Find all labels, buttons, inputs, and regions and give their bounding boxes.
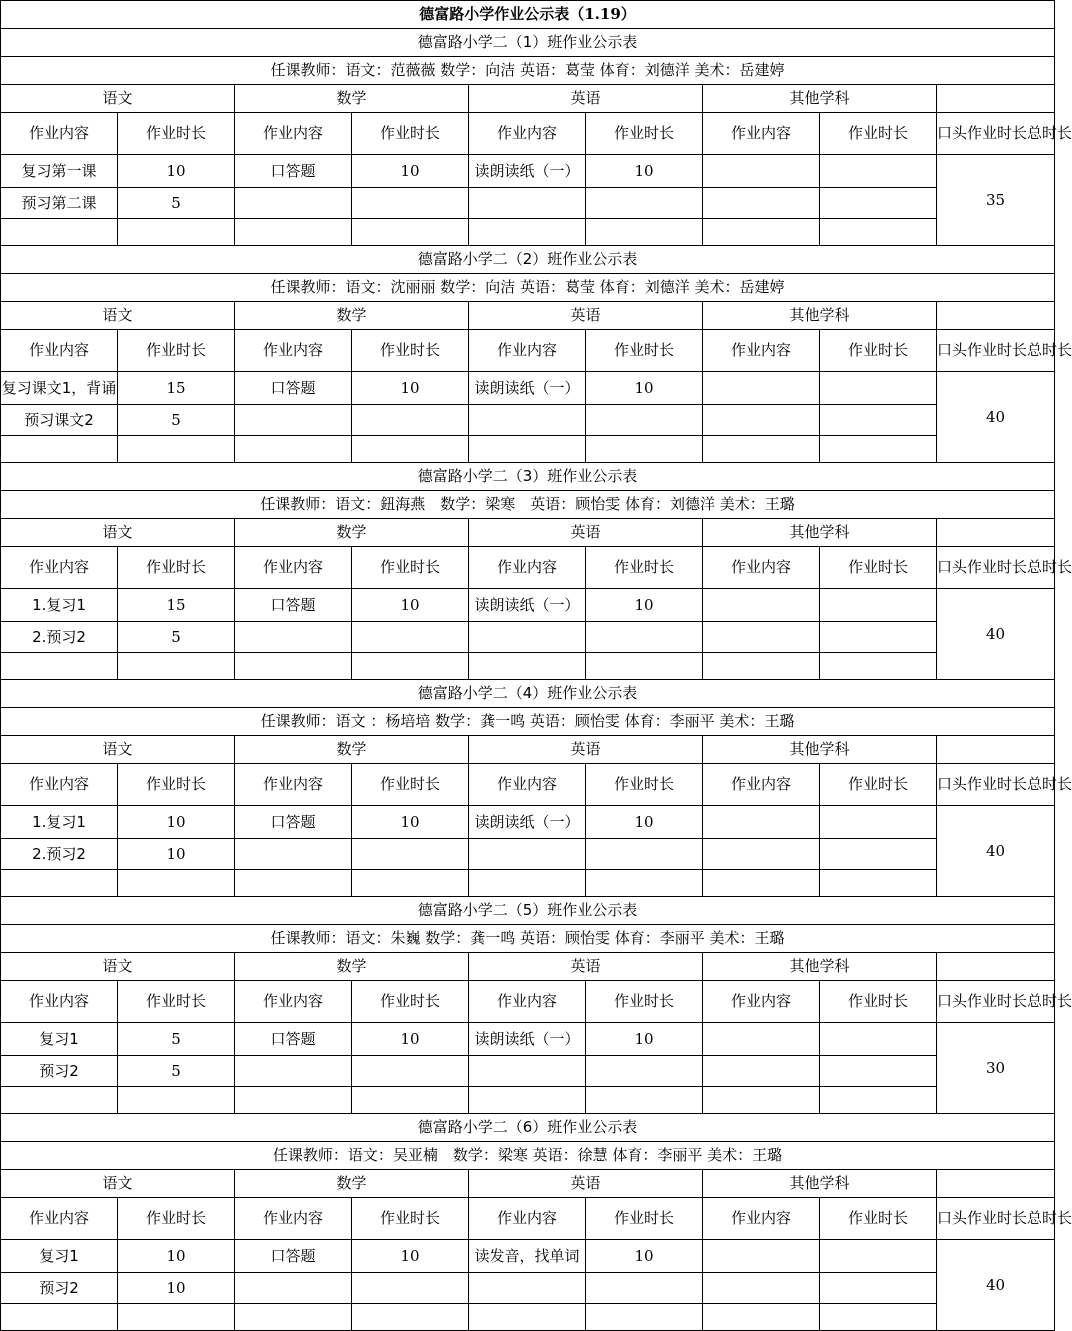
subject-other: 其他学科 <box>703 1170 937 1198</box>
subject-other: 其他学科 <box>703 85 937 113</box>
other-content-cell <box>703 589 820 622</box>
other-content-cell <box>703 1240 820 1273</box>
english-duration-cell <box>586 436 703 463</box>
col-duration-header: 作业时长 <box>586 113 703 155</box>
oral-total-cell: 40 <box>937 589 1055 680</box>
col-duration-header: 作业时长 <box>118 547 235 589</box>
class-title: 德富路小学二（4）班作业公示表 <box>1 680 1055 708</box>
other-duration-cell <box>820 1273 937 1304</box>
col-duration-header: 作业时长 <box>820 764 937 806</box>
english-duration-cell: 10 <box>586 1240 703 1273</box>
class-title: 德富路小学二（3）班作业公示表 <box>1 463 1055 491</box>
class-title: 德富路小学二（6）班作业公示表 <box>1 1114 1055 1142</box>
col-content-header: 作业内容 <box>1 330 118 372</box>
other-duration-cell <box>820 1023 937 1056</box>
math-duration-cell <box>352 405 469 436</box>
col-content-header: 作业内容 <box>1 764 118 806</box>
other-duration-cell <box>820 622 937 653</box>
col-duration-header: 作业时长 <box>352 981 469 1023</box>
col-duration-header: 作业时长 <box>352 1198 469 1240</box>
chinese-content-cell <box>1 219 118 246</box>
class-title-row <box>1 897 1055 925</box>
other-duration-cell <box>820 188 937 219</box>
class-title-row <box>1 246 1055 274</box>
math-content-cell <box>235 622 352 653</box>
column-header-row <box>1 1198 1055 1240</box>
col-oral-total-header: 口头作业时长总时长 <box>937 113 1055 155</box>
math-content-cell <box>235 653 352 680</box>
math-content-cell: 口答题 <box>235 155 352 188</box>
math-content-cell <box>235 870 352 897</box>
column-header-row <box>1 113 1055 155</box>
other-duration-cell <box>820 155 937 188</box>
other-duration-cell <box>820 436 937 463</box>
english-content-cell: 读发音，找单词 <box>469 1240 586 1273</box>
teachers-row <box>1 57 1055 85</box>
subject-other: 其他学科 <box>703 302 937 330</box>
math-content-cell <box>235 1304 352 1331</box>
math-duration-cell: 10 <box>352 155 469 188</box>
chinese-content-cell: 复习1 <box>1 1240 118 1273</box>
other-content-cell <box>703 372 820 405</box>
subject-math: 数学 <box>235 953 469 981</box>
oral-total-cell: 30 <box>937 1023 1055 1114</box>
math-content-cell: 口答题 <box>235 1023 352 1056</box>
english-content-cell: 读朗读纸（一） <box>469 806 586 839</box>
english-content-cell <box>469 1304 586 1331</box>
other-content-cell <box>703 1023 820 1056</box>
col-content-header: 作业内容 <box>703 113 820 155</box>
english-content-cell: 读朗读纸（一） <box>469 372 586 405</box>
english-content-cell: 读朗读纸（一） <box>469 155 586 188</box>
other-duration-cell <box>820 1056 937 1087</box>
table-row <box>1 1087 1055 1114</box>
teachers-row <box>1 1142 1055 1170</box>
teachers-line: 任课教师：语文：范薇薇 数学：向洁 英语：葛莹 体育：刘德洋 美术：岳建婷 <box>1 57 1055 85</box>
math-content-cell <box>235 839 352 870</box>
chinese-duration-cell: 5 <box>118 1056 235 1087</box>
subject-math: 数学 <box>235 519 469 547</box>
col-duration-header: 作业时长 <box>118 764 235 806</box>
col-duration-header: 作业时长 <box>352 330 469 372</box>
chinese-duration-cell: 10 <box>118 1273 235 1304</box>
column-header-row <box>1 981 1055 1023</box>
chinese-duration-cell: 5 <box>118 405 235 436</box>
col-duration-header: 作业时长 <box>352 113 469 155</box>
col-content-header: 作业内容 <box>235 113 352 155</box>
math-duration-cell <box>352 622 469 653</box>
subject-chinese: 语文 <box>1 302 235 330</box>
column-header-row <box>1 330 1055 372</box>
math-duration-cell <box>352 870 469 897</box>
subject-chinese: 语文 <box>1 953 235 981</box>
subject-chinese: 语文 <box>1 736 235 764</box>
subject-blank-cell <box>937 519 1055 547</box>
chinese-content-cell <box>1 653 118 680</box>
chinese-duration-cell: 15 <box>118 589 235 622</box>
other-duration-cell <box>820 870 937 897</box>
other-duration-cell <box>820 653 937 680</box>
english-duration-cell <box>586 1087 703 1114</box>
chinese-duration-cell: 5 <box>118 188 235 219</box>
table-row <box>1 436 1055 463</box>
chinese-content-cell: 2.预习2 <box>1 622 118 653</box>
subject-blank-cell <box>937 302 1055 330</box>
col-duration-header: 作业时长 <box>586 330 703 372</box>
col-content-header: 作业内容 <box>703 981 820 1023</box>
chinese-duration-cell: 10 <box>118 155 235 188</box>
col-content-header: 作业内容 <box>235 764 352 806</box>
english-content-cell <box>469 622 586 653</box>
teachers-line: 任课教师：语文：吴亚楠 数学：梁寒 英语：徐慧 体育：李丽平 美术：王璐 <box>1 1142 1055 1170</box>
col-content-header: 作业内容 <box>1 547 118 589</box>
col-duration-header: 作业时长 <box>586 547 703 589</box>
teachers-line: 任课教师：语文：沈丽丽 数学：向洁 英语：葛莹 体育：刘德洋 美术：岳建婷 <box>1 274 1055 302</box>
other-duration-cell <box>820 1304 937 1331</box>
chinese-content-cell <box>1 1087 118 1114</box>
teachers-line: 任课教师：语文：鈕海燕 数学：梁寒 英语：顾怡雯 体育：刘德洋 美术：王璐 <box>1 491 1055 519</box>
col-content-header: 作业内容 <box>235 547 352 589</box>
english-content-cell <box>469 653 586 680</box>
subject-english: 英语 <box>469 953 703 981</box>
col-duration-header: 作业时长 <box>118 330 235 372</box>
english-duration-cell <box>586 839 703 870</box>
teachers-line: 任课教师：语文 ：杨培培 数学：龚一鸣 英语：顾怡雯 体育：李丽平 美术：王璐 <box>1 708 1055 736</box>
subject-blank-cell <box>937 1170 1055 1198</box>
table-row <box>1 839 1055 870</box>
other-content-cell <box>703 1087 820 1114</box>
subject-english: 英语 <box>469 1170 703 1198</box>
class-title: 德富路小学二（1）班作业公示表 <box>1 29 1055 57</box>
subject-math: 数学 <box>235 302 469 330</box>
english-duration-cell <box>586 188 703 219</box>
english-duration-cell: 10 <box>586 806 703 839</box>
col-content-header: 作业内容 <box>469 764 586 806</box>
subject-header-row <box>1 302 1055 330</box>
col-content-header: 作业内容 <box>1 113 118 155</box>
table-row <box>1 806 1055 839</box>
chinese-content-cell: 2.预习2 <box>1 839 118 870</box>
chinese-content-cell: 预习第二课 <box>1 188 118 219</box>
chinese-duration-cell: 15 <box>118 372 235 405</box>
math-duration-cell: 10 <box>352 1023 469 1056</box>
math-duration-cell <box>352 436 469 463</box>
math-duration-cell <box>352 1273 469 1304</box>
chinese-content-cell: 复习1 <box>1 1023 118 1056</box>
other-duration-cell <box>820 839 937 870</box>
english-content-cell <box>469 219 586 246</box>
col-content-header: 作业内容 <box>469 547 586 589</box>
chinese-duration-cell: 10 <box>118 839 235 870</box>
english-content-cell <box>469 839 586 870</box>
teachers-row <box>1 708 1055 736</box>
other-content-cell <box>703 870 820 897</box>
math-content-cell: 口答题 <box>235 806 352 839</box>
math-duration-cell: 10 <box>352 372 469 405</box>
table-row <box>1 188 1055 219</box>
subject-other: 其他学科 <box>703 519 937 547</box>
other-content-cell <box>703 1273 820 1304</box>
chinese-duration-cell: 10 <box>118 806 235 839</box>
other-duration-cell <box>820 589 937 622</box>
subject-chinese: 语文 <box>1 1170 235 1198</box>
math-duration-cell <box>352 219 469 246</box>
english-content-cell <box>469 188 586 219</box>
math-duration-cell <box>352 1087 469 1114</box>
teachers-line: 任课教师：语文：朱巍 数学：龚一鸣 英语：顾怡雯 体育：李丽平 美术：王璐 <box>1 925 1055 953</box>
col-duration-header: 作业时长 <box>352 547 469 589</box>
chinese-content-cell: 预习2 <box>1 1273 118 1304</box>
math-content-cell <box>235 1273 352 1304</box>
table-row <box>1 1304 1055 1331</box>
subject-blank-cell <box>937 85 1055 113</box>
subject-header-row <box>1 519 1055 547</box>
math-duration-cell: 10 <box>352 1240 469 1273</box>
chinese-content-cell: 1.复习1 <box>1 806 118 839</box>
col-oral-total-header: 口头作业时长总时长 <box>937 1198 1055 1240</box>
english-content-cell: 读朗读纸（一） <box>469 589 586 622</box>
oral-total-cell: 35 <box>937 155 1055 246</box>
col-duration-header: 作业时长 <box>118 981 235 1023</box>
other-duration-cell <box>820 219 937 246</box>
table-row <box>1 622 1055 653</box>
chinese-content-cell: 复习课文1，背诵 <box>1 372 118 405</box>
subject-math: 数学 <box>235 736 469 764</box>
chinese-duration-cell <box>118 653 235 680</box>
chinese-content-cell <box>1 1304 118 1331</box>
teachers-row <box>1 925 1055 953</box>
english-duration-cell <box>586 1273 703 1304</box>
chinese-content-cell: 预习2 <box>1 1056 118 1087</box>
math-duration-cell <box>352 653 469 680</box>
other-content-cell <box>703 806 820 839</box>
subject-header-row <box>1 736 1055 764</box>
subject-math: 数学 <box>235 85 469 113</box>
subject-blank-cell <box>937 736 1055 764</box>
oral-total-cell: 40 <box>937 806 1055 897</box>
math-duration-cell <box>352 1056 469 1087</box>
math-content-cell <box>235 405 352 436</box>
english-duration-cell: 10 <box>586 155 703 188</box>
col-duration-header: 作业时长 <box>820 1198 937 1240</box>
col-oral-total-header: 口头作业时长总时长 <box>937 330 1055 372</box>
col-duration-header: 作业时长 <box>118 113 235 155</box>
english-duration-cell <box>586 622 703 653</box>
teachers-row <box>1 491 1055 519</box>
subject-english: 英语 <box>469 85 703 113</box>
col-content-header: 作业内容 <box>703 330 820 372</box>
english-content-cell <box>469 1056 586 1087</box>
english-duration-cell: 10 <box>586 589 703 622</box>
other-duration-cell <box>820 1240 937 1273</box>
english-duration-cell <box>586 653 703 680</box>
math-content-cell: 口答题 <box>235 372 352 405</box>
col-duration-header: 作业时长 <box>586 764 703 806</box>
chinese-duration-cell: 5 <box>118 1023 235 1056</box>
subject-english: 英语 <box>469 736 703 764</box>
other-content-cell <box>703 219 820 246</box>
oral-total-cell: 40 <box>937 1240 1055 1331</box>
table-row <box>1 1023 1055 1056</box>
subject-other: 其他学科 <box>703 953 937 981</box>
teachers-row <box>1 274 1055 302</box>
english-duration-cell <box>586 405 703 436</box>
table-row <box>1 405 1055 436</box>
math-duration-cell <box>352 1304 469 1331</box>
col-duration-header: 作业时长 <box>352 764 469 806</box>
chinese-duration-cell <box>118 436 235 463</box>
math-duration-cell <box>352 839 469 870</box>
other-content-cell <box>703 839 820 870</box>
other-duration-cell <box>820 806 937 839</box>
english-duration-cell <box>586 1304 703 1331</box>
other-content-cell <box>703 405 820 436</box>
math-content-cell: 口答题 <box>235 589 352 622</box>
chinese-content-cell <box>1 436 118 463</box>
subject-english: 英语 <box>469 519 703 547</box>
class-title: 德富路小学二（2）班作业公示表 <box>1 246 1055 274</box>
chinese-content-cell: 预习课文2 <box>1 405 118 436</box>
other-content-cell <box>703 1304 820 1331</box>
english-content-cell <box>469 436 586 463</box>
other-content-cell <box>703 653 820 680</box>
subject-header-row <box>1 1170 1055 1198</box>
math-duration-cell: 10 <box>352 589 469 622</box>
col-duration-header: 作业时长 <box>820 981 937 1023</box>
other-content-cell <box>703 1056 820 1087</box>
col-oral-total-header: 口头作业时长总时长 <box>937 764 1055 806</box>
subject-chinese: 语文 <box>1 85 235 113</box>
english-duration-cell <box>586 870 703 897</box>
table-row <box>1 372 1055 405</box>
english-content-cell <box>469 1273 586 1304</box>
class-title-row <box>1 1114 1055 1142</box>
english-duration-cell <box>586 1056 703 1087</box>
other-duration-cell <box>820 372 937 405</box>
subject-chinese: 语文 <box>1 519 235 547</box>
english-content-cell <box>469 1087 586 1114</box>
subject-blank-cell <box>937 953 1055 981</box>
col-content-header: 作业内容 <box>1 981 118 1023</box>
chinese-content-cell <box>1 870 118 897</box>
english-duration-cell <box>586 219 703 246</box>
table-row <box>1 870 1055 897</box>
math-duration-cell <box>352 188 469 219</box>
english-content-cell <box>469 405 586 436</box>
chinese-duration-cell <box>118 1087 235 1114</box>
english-content-cell: 读朗读纸（一） <box>469 1023 586 1056</box>
oral-total-cell: 40 <box>937 372 1055 463</box>
subject-header-row <box>1 953 1055 981</box>
table-row <box>1 219 1055 246</box>
table-row <box>1 653 1055 680</box>
subject-english: 英语 <box>469 302 703 330</box>
col-content-header: 作业内容 <box>703 764 820 806</box>
col-duration-header: 作业时长 <box>820 547 937 589</box>
math-content-cell <box>235 188 352 219</box>
col-content-header: 作业内容 <box>235 981 352 1023</box>
col-content-header: 作业内容 <box>1 1198 118 1240</box>
chinese-duration-cell: 10 <box>118 1240 235 1273</box>
column-header-row <box>1 547 1055 589</box>
col-content-header: 作业内容 <box>235 330 352 372</box>
chinese-content-cell: 1.复习1 <box>1 589 118 622</box>
chinese-duration-cell <box>118 219 235 246</box>
english-duration-cell: 10 <box>586 372 703 405</box>
other-duration-cell <box>820 1087 937 1114</box>
other-content-cell <box>703 622 820 653</box>
other-content-cell <box>703 155 820 188</box>
chinese-duration-cell <box>118 870 235 897</box>
math-content-cell <box>235 436 352 463</box>
class-title-row <box>1 29 1055 57</box>
english-duration-cell: 10 <box>586 1023 703 1056</box>
col-oral-total-header: 口头作业时长总时长 <box>937 547 1055 589</box>
col-content-header: 作业内容 <box>469 113 586 155</box>
col-content-header: 作业内容 <box>235 1198 352 1240</box>
math-duration-cell: 10 <box>352 806 469 839</box>
col-content-header: 作业内容 <box>469 1198 586 1240</box>
class-title-row <box>1 680 1055 708</box>
math-content-cell <box>235 219 352 246</box>
col-content-header: 作业内容 <box>469 981 586 1023</box>
class-title-row <box>1 463 1055 491</box>
chinese-duration-cell <box>118 1304 235 1331</box>
class-title: 德富路小学二（5）班作业公示表 <box>1 897 1055 925</box>
table-row <box>1 1240 1055 1273</box>
col-duration-header: 作业时长 <box>586 981 703 1023</box>
table-row <box>1 1056 1055 1087</box>
other-content-cell <box>703 188 820 219</box>
column-header-row <box>1 764 1055 806</box>
table-row <box>1 155 1055 188</box>
math-content-cell <box>235 1087 352 1114</box>
col-duration-header: 作业时长 <box>820 330 937 372</box>
other-content-cell <box>703 436 820 463</box>
english-content-cell <box>469 870 586 897</box>
subject-other: 其他学科 <box>703 736 937 764</box>
chinese-content-cell: 复习第一课 <box>1 155 118 188</box>
col-content-header: 作业内容 <box>469 330 586 372</box>
col-oral-total-header: 口头作业时长总时长 <box>937 981 1055 1023</box>
math-content-cell <box>235 1056 352 1087</box>
table-row <box>1 589 1055 622</box>
math-content-cell: 口答题 <box>235 1240 352 1273</box>
subject-math: 数学 <box>235 1170 469 1198</box>
col-duration-header: 作业时长 <box>586 1198 703 1240</box>
col-duration-header: 作业时长 <box>820 113 937 155</box>
page-title: 德富路小学作业公示表（1.19） <box>1 1 1055 29</box>
other-duration-cell <box>820 405 937 436</box>
col-content-header: 作业内容 <box>703 1198 820 1240</box>
col-content-header: 作业内容 <box>703 547 820 589</box>
table-row <box>1 1273 1055 1304</box>
chinese-duration-cell: 5 <box>118 622 235 653</box>
subject-header-row <box>1 85 1055 113</box>
col-duration-header: 作业时长 <box>118 1198 235 1240</box>
